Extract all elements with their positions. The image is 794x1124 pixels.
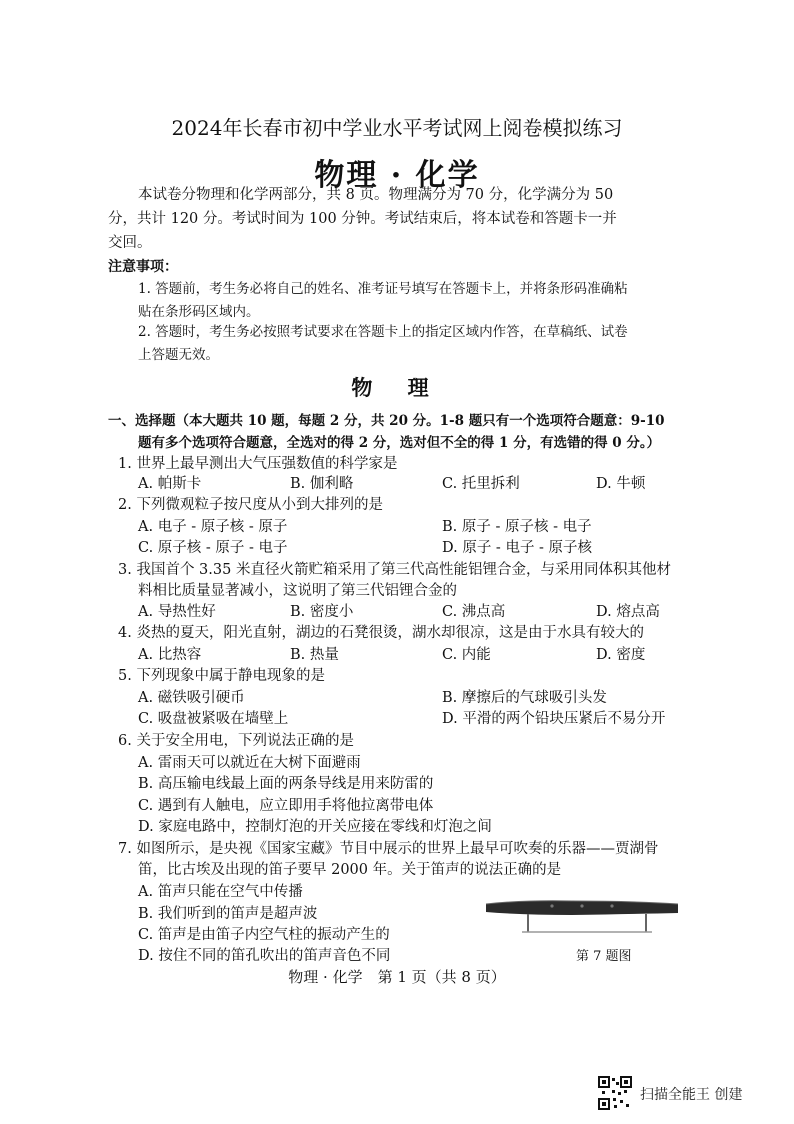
question-6-option-b: B. 高压输电线最上面的两条导线是用来防雷的 xyxy=(138,776,434,792)
question-5-option-c: C. 吸盘被紧吸在墙壁上 xyxy=(138,711,289,727)
notice-item-2-line-1: 2. 答题时，考生务必按照考试要求在答题卡上的指定区域内作答，在草稿纸、试卷 xyxy=(138,324,628,340)
page-footer: 物理 · 化学 第 1 页（共 8 页） xyxy=(288,968,506,986)
question-3-option-b: B. 密度小 xyxy=(290,604,354,620)
question-7-stem-line-1: 7. 如图所示，是央视《国家宝藏》节目中展示的世界上最早可吹奏的乐器——贾湖骨 xyxy=(118,841,659,857)
section-title: 物 理 xyxy=(351,375,443,400)
intro-line-2: 分，共计 120 分。考试时间为 100 分钟。考试结束后，将本试卷和答题卡一并 xyxy=(108,211,617,227)
question-6-option-a: A. 雷雨天可以就近在大树下面避雨 xyxy=(138,755,361,771)
bone-flute-figure xyxy=(482,888,682,934)
notice-heading: 注意事项： xyxy=(108,259,178,275)
scanner-watermark-text: 扫描全能王 创建 xyxy=(640,1087,743,1103)
question-4-option-d: D. 密度 xyxy=(596,647,646,663)
flute-hole xyxy=(580,904,583,907)
qr-code-icon xyxy=(598,1076,632,1110)
exam-title: 2024年长春市初中学业水平考试网上阅卷模拟练习 xyxy=(171,116,623,140)
question-6-stem: 6. 关于安全用电，下列说法正确的是 xyxy=(118,733,354,749)
question-7-option-b: B. 我们听到的笛声是超声波 xyxy=(138,906,318,922)
question-3-stem-line-1: 3. 我国首个 3.35 米直径火箭贮箱采用了第三代高性能铝锂合金，与采用同体积其他材 xyxy=(118,562,671,578)
question-2-option-b: B. 原子 - 原子核 - 电子 xyxy=(442,519,592,535)
notice-item-1-line-2: 贴在条形码区域内。 xyxy=(138,304,260,320)
question-4-option-b: B. 热量 xyxy=(290,647,339,663)
question-5-option-d: D. 平滑的两个铅块压紧后不易分开 xyxy=(442,711,666,727)
intro-line-3: 交回。 xyxy=(108,235,152,251)
question-5-option-b: B. 摩擦后的气球吸引头发 xyxy=(442,690,607,706)
notice-item-2-line-2: 上答题无效。 xyxy=(138,347,219,363)
figure-caption: 第 7 题图 xyxy=(576,949,632,964)
question-4-option-a: A. 比热容 xyxy=(138,647,202,663)
notice-item-1-line-1: 1. 答题前，考生务必将自己的姓名、准考证号填写在答题卡上，并将条形码准确粘 xyxy=(138,281,628,297)
question-1-option-a: A. 帕斯卡 xyxy=(138,476,202,492)
question-2-option-a: A. 电子 - 原子核 - 原子 xyxy=(138,519,288,535)
question-1-option-c: C. 托里拆利 xyxy=(442,476,520,492)
question-7-stem-line-2: 笛，比古埃及出现的笛子要早 2000 年。关于笛声的说法正确的是 xyxy=(138,862,562,878)
question-1-option-d: D. 牛顿 xyxy=(596,476,646,492)
intro-line-1: 本试卷分物理和化学两部分，共 8 页。物理满分为 70 分，化学满分为 50 xyxy=(138,187,614,203)
question-3-option-c: C. 沸点高 xyxy=(442,604,506,620)
question-2-option-c: C. 原子核 - 原子 - 电子 xyxy=(138,540,288,556)
question-3-option-a: A. 导热性好 xyxy=(138,604,216,620)
question-7-option-d: D. 按住不同的笛孔吹出的笛声音色不同 xyxy=(138,948,391,964)
flute-hole xyxy=(610,904,613,907)
question-4-option-c: C. 内能 xyxy=(442,647,491,663)
section-heading-line-1: 一、选择题（本大题共 10 题，每题 2 分，共 20 分。1-8 题只有一个选项符合题意：9-10 xyxy=(108,413,665,429)
question-4-stem: 4. 炎热的夏天，阳光直射，湖边的石凳很烫，湖水却很凉，这是由于水具有较大的 xyxy=(118,625,644,641)
question-7-option-c: C. 笛声是由笛子内空气柱的振动产生的 xyxy=(138,927,390,943)
question-2-stem: 2. 下列微观粒子按尺度从小到大排列的是 xyxy=(118,497,383,513)
flute-hole xyxy=(550,904,553,907)
question-1-stem: 1. 世界上最早测出大气压强数值的科学家是 xyxy=(118,456,398,472)
question-7-option-a: A. 笛声只能在空气中传播 xyxy=(138,884,303,900)
question-2-option-d: D. 原子 - 电子 - 原子核 xyxy=(442,540,593,556)
exam-subtitle: 物理 · 化学 xyxy=(314,158,480,193)
question-3-stem-line-2: 料相比质量显著减小，这说明了第三代铝锂合金的 xyxy=(138,583,457,599)
question-5-option-a: A. 磁铁吸引硬币 xyxy=(138,690,245,706)
question-6-option-c: C. 遇到有人触电，应立即用手将他拉离带电体 xyxy=(138,798,434,814)
section-heading-line-2: 题有多个选项符合题意，全选对的得 2 分，选对但不全的得 1 分，有选错的得 0 分。） xyxy=(138,435,661,451)
question-3-option-d: D. 熔点高 xyxy=(596,604,660,620)
question-1-option-b: B. 伽利略 xyxy=(290,476,354,492)
question-6-option-d: D. 家庭电路中，控制灯泡的开关应接在零线和灯泡之间 xyxy=(138,819,492,835)
question-5-stem: 5. 下列现象中属于静电现象的是 xyxy=(118,668,325,684)
